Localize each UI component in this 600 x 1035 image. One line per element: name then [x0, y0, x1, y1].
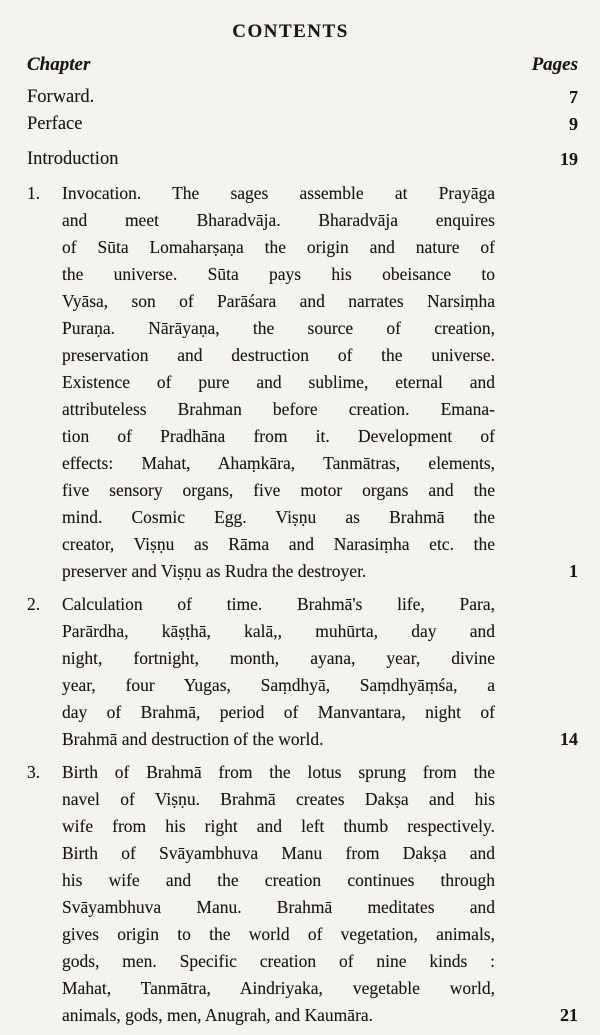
item-text-line: attributeless Brahman before creation. Emana-: [62, 399, 495, 419]
chapter-list: [27, 180, 578, 1029]
column-headers: [27, 52, 578, 78]
item-text-line: Birth of Svāyambhuva Manu from Dakṣa and: [62, 843, 495, 863]
item-text-line: Mahat, Tanmātra, Aindriyaka, vegetable world,: [62, 978, 495, 998]
item-text-line: night, fortnight, month, ayana, year, divine: [62, 648, 495, 668]
item-text-line: and meet Bharadvāja. Bharadvāja enquires: [62, 210, 495, 230]
item-text-line: creator, Viṣṇu as Rāma and Narasiṃha etc. the: [62, 534, 495, 554]
chapter-number: 1.: [27, 183, 41, 203]
column-header-pages: Pages: [531, 54, 578, 75]
item-text-line: his wife and the creation continues through: [62, 870, 495, 890]
item-text-line: preserver and Viṣṇu as Rudra the destroyer.: [62, 561, 367, 581]
item-text-line: animals, gods, men, Anugrah, and Kaumāra.: [62, 1005, 374, 1025]
page-title: CONTENTS: [232, 21, 349, 42]
front-matter-row: [27, 84, 578, 111]
chapter-number: 2.: [27, 594, 41, 614]
item-text-line: Svāyambhuva Manu. Brahmā meditates and: [62, 897, 495, 917]
front-matter-row: [27, 146, 578, 173]
item-text-line: Puraṇa. Nārāyaṇa, the source of creation,: [62, 318, 495, 338]
item-text-line: wife from his right and left thumb respectively.: [62, 816, 495, 836]
front-matter-list: [27, 84, 578, 173]
item-text-line: the universe. Sūta pays his obeisance to: [62, 264, 495, 284]
front-matter-row: [27, 111, 578, 138]
item-text-line: mind. Cosmic Egg. Viṣṇu as Brahmā the: [62, 507, 495, 527]
item-text-line: day of Brahmā, period of Manvantara, night of: [62, 702, 495, 722]
item-text-line: year, four Yugas, Saṃdhyā, Saṃdhyāṃśa, a: [62, 675, 495, 695]
front-matter-label: Introduction: [27, 149, 119, 169]
chapter-page-number: 14: [560, 729, 578, 749]
item-text-line: preservation and destruction of the universe.: [62, 345, 495, 365]
item-text-line: tion of Pradhāna from it. Development of: [62, 426, 495, 446]
chapter-entry-1: [27, 180, 578, 585]
chapter-summary: [62, 759, 495, 1029]
chapter-entry-2: [27, 591, 578, 753]
chapter-summary: [62, 591, 495, 753]
item-text-line: effects: Mahat, Ahaṃkāra, Tanmātras, elements,: [62, 453, 495, 473]
item-text-line: Vyāsa, son of Parāśara and narrates Narsiṃha: [62, 291, 495, 311]
front-matter-label: Forward.: [27, 87, 95, 107]
front-matter-page-number: 7: [569, 87, 578, 107]
front-matter-page-number: 9: [569, 114, 578, 134]
chapter-number: 3.: [27, 762, 41, 782]
item-text-line: Brahmā and destruction of the world.: [62, 729, 324, 749]
front-matter-page-number: 19: [560, 149, 578, 169]
chapter-entry-3: [27, 759, 578, 1029]
item-text-line: gods, men. Specific creation of nine kinds :: [62, 951, 495, 971]
item-text-line: Invocation. The sages assemble at Prayāga: [62, 183, 495, 203]
item-text-line: Existence of pure and sublime, eternal and: [62, 372, 495, 392]
chapter-summary: [62, 180, 495, 585]
column-header-chapter: Chapter: [27, 54, 91, 75]
item-text-line: Parārdha, kāṣṭhā, kalā,, muhūrta, day and: [62, 621, 495, 641]
item-text-line: Birth of Brahmā from the lotus sprung from the: [62, 762, 495, 782]
item-text-line: Calculation of time. Brahmā's life, Para,: [62, 594, 495, 614]
item-text-line: navel of Viṣṇu. Brahmā creates Dakṣa and his: [62, 789, 495, 809]
item-text-line: five sensory organs, five motor organs and the: [62, 480, 495, 500]
item-text-line: gives origin to the world of vegetation, animals,: [62, 924, 495, 944]
item-text-line: of Sūta Lomaharṣaṇa the origin and nature of: [62, 237, 495, 257]
chapter-page-number: 1: [569, 561, 578, 581]
front-matter-label: Perface: [27, 114, 83, 134]
chapter-page-number: 21: [560, 1005, 578, 1025]
